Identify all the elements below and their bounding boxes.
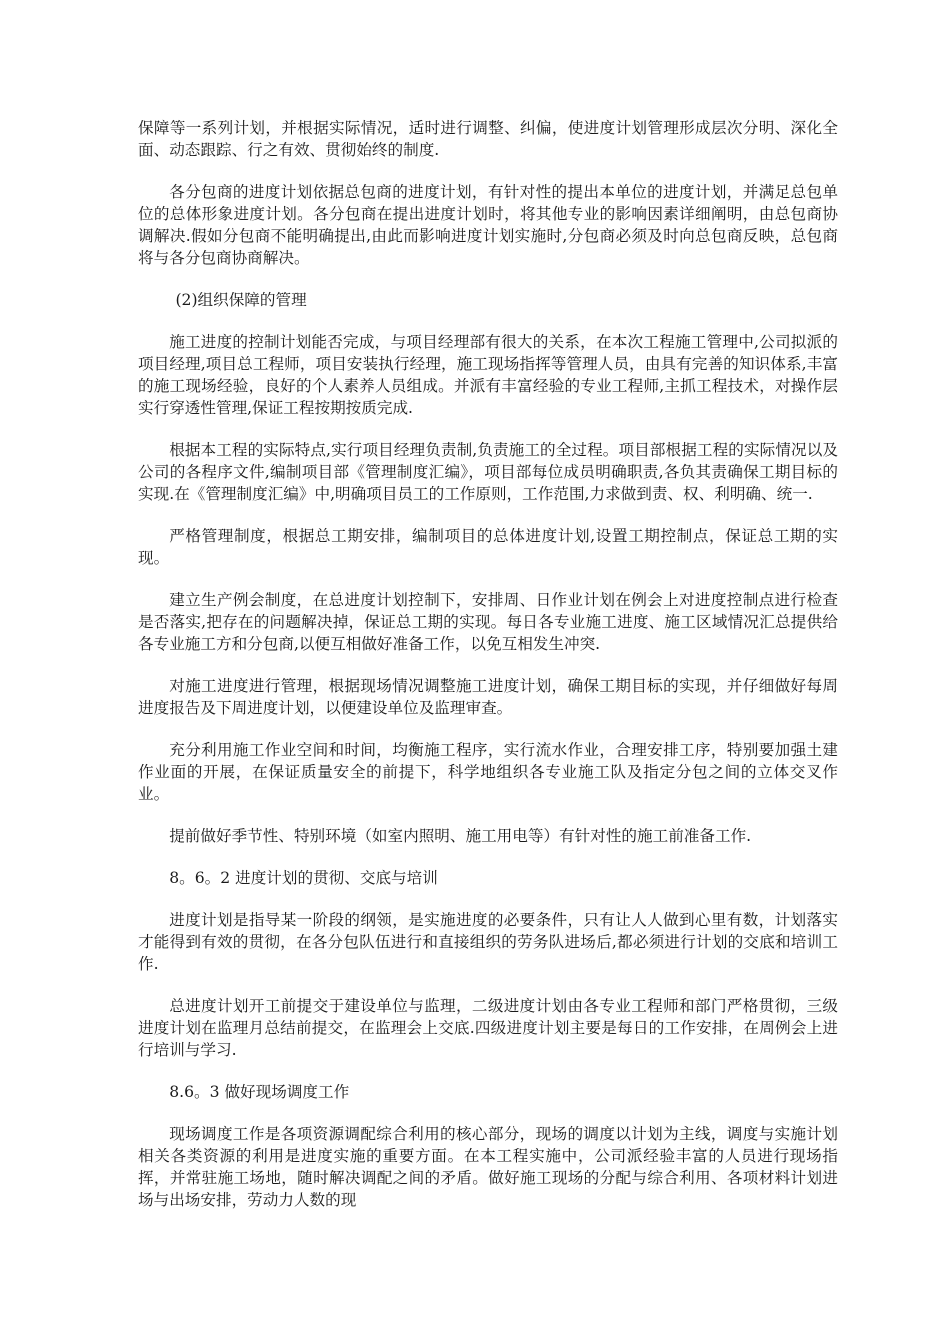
paragraph-8: 充分利用施工作业空间和时间，均衡施工程序，实行流水作业，合理安排工序，特别要加强土建作业面的开展，在保证质量安全的前提下，科学地组织各专业施工队及指定分包之间的立体交叉作业。 [138,741,838,803]
paragraph-9: 提前做好季节性、特别环境（如室内照明、施工用电等）有针对性的施工前准备工作. [169,827,752,845]
paragraph-6: 建立生产例会制度，在总进度计划控制下，安排周、日作业计划在例会上对进度控制点进行检查是否落实,把存在的问题解决掉，保证总工期的实现。每日各专业施工进度、施工区域情况汇总提供给各专业施工方和分包商,以便互相做好准备工作，以免互相发生冲突. [138,591,838,653]
paragraph-7: 对施工进度进行管理，根据现场情况调整施工进度计划，确保工期目标的实现，并仔细做好每周进度报告及下周进度计划，以便建设单位及监理审查。 [138,677,838,717]
document-page [138,117,838,1231]
paragraph-4: 根据本工程的实际特点,实行项目经理负责制,负责施工的全过程。项目部根据工程的实际情况以及公司的各程序文件,编制项目部《管理制度汇编》，项目部每位成员明确职责,各负其责确保工期目标的实现.在《管理制度汇编》中,明确项目员工的工作原则，工作范围,力求做到责、权、利明确、统一. [138,441,838,503]
paragraph-3: 施工进度的控制计划能否完成，与项目经理部有很大的关系，在本次工程施工管理中,公司拟派的项目经理,项目总工程师，项目安装执行经理，施工现场指挥等管理人员，由具有完善的知识体系,丰富的施工现场经验，良好的个人素养人员组成。并派有丰富经验的专业工程师,主抓工程技术，对操作层实行穿透性管理,保证工程按期按质完成. [138,333,838,417]
section-heading-8-6-2: 8。6。2 进度计划的贯彻、交底与培训 [169,869,438,887]
paragraph-10: 进度计划是指导某一阶段的纲领，是实施进度的必要条件，只有让人人做到心里有数，计划落实才能得到有效的贯彻，在各分包队伍进行和直接组织的劳务队进场后,都必须进行计划的交底和培训工作. [138,911,838,973]
section-heading-organization: (2)组织保障的管理 [175,291,307,309]
paragraph-2: 各分包商的进度计划依据总包商的进度计划，有针对性的提出本单位的进度计划，并满足总包单位的总体形象进度计划。各分包商在提出进度计划时，将其他专业的影响因素详细阐明，由总包商协调解决.假如分包商不能明确提出,由此而影响进度计划实施时,分包商必须及时向总包商反映，总包商将与各分包商协商解决。 [138,183,838,267]
paragraph-5: 严格管理制度，根据总工期安排，编制项目的总体进度计划,设置工期控制点，保证总工期的实现。 [138,527,838,567]
paragraph-11: 总进度计划开工前提交于建设单位与监理，二级进度计划由各专业工程师和部门严格贯彻，三级进度计划在监理月总结前提交，在监理会上交底.四级进度计划主要是每日的工作安排，在周例会上进行培训与学习. [138,997,838,1059]
section-heading-8-6-3: 8.6。3 做好现场调度工作 [169,1083,350,1101]
paragraph-1: 保障等一系列计划，并根据实际情况，适时进行调整、纠偏，使进度计划管理形成层次分明、深化全面、动态跟踪、行之有效、贯彻始终的制度. [138,119,838,159]
paragraph-12: 现场调度工作是各项资源调配综合利用的核心部分，现场的调度以计划为主线，调度与实施计划相关各类资源的利用是进度实施的重要方面。在本工程实施中，公司派经验丰富的人员进行现场指挥，并常驻施工场地，随时解决调配之间的矛盾。做好施工现场的分配与综合利用、各项材料计划进场与出场安排，劳动力人数的现 [138,1125,838,1209]
